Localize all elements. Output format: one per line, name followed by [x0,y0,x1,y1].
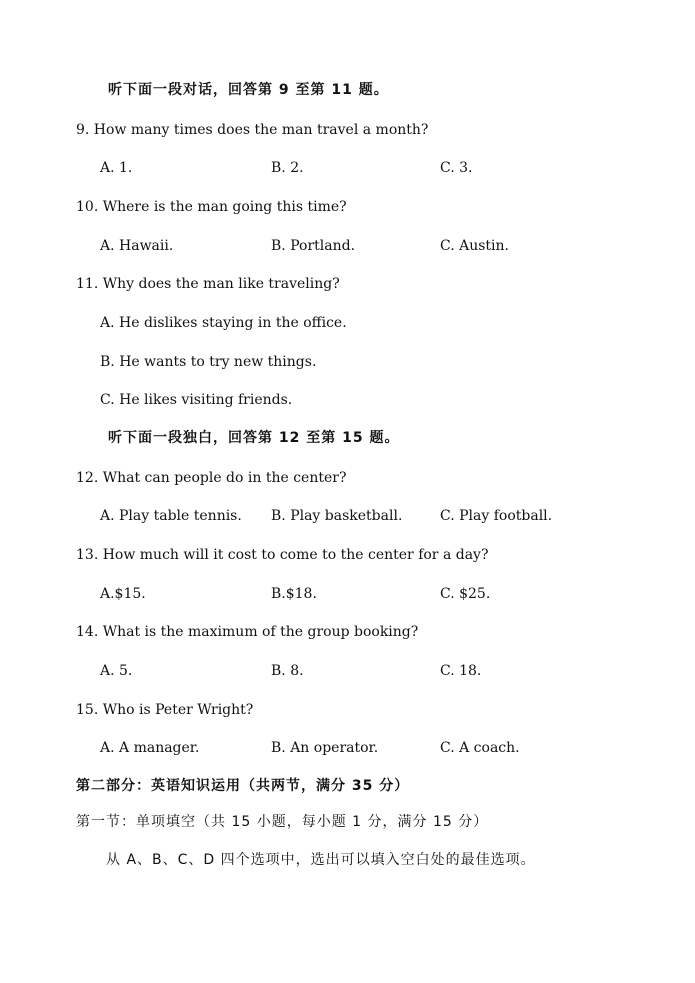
part-two-instruction: 从 A、B、C、D 四个选项中，选出可以填入空白处的最佳选项。 [106,852,536,868]
question-13-stem: 13. How much will it cost to come to the center for a day? [76,547,489,563]
question-15-option-b: B. An operator. [271,740,379,756]
question-11-option-c: C. He likes visiting friends. [100,392,293,408]
question-10-option-b: B. Portland. [271,238,356,254]
question-12-option-a: A. Play table tennis. [100,508,242,524]
listening-instruction-12-15: 听下面一段独白，回答第 12 至第 15 题。 [108,430,400,446]
question-12-option-c: C. Play football. [440,508,553,524]
question-10-option-a: A. Hawaii. [100,238,174,254]
question-9-option-b: B. 2. [271,160,304,176]
question-9-option-a: A. 1. [100,160,133,176]
part-two-section-one-title: 第一节：单项填空（共 15 小题，每小题 1 分，满分 15 分） [76,814,489,830]
question-15-stem: 15. Who is Peter Wright? [76,702,254,718]
question-13-option-b: B.$18. [271,586,317,602]
question-14-option-c: C. 18. [440,663,482,679]
question-9-stem: 9. How many times does the man travel a month? [76,122,429,138]
question-13-option-c: C. $25. [440,586,491,602]
question-11-option-a: A. He dislikes staying in the office. [100,315,347,331]
question-9-option-c: C. 3. [440,160,473,176]
question-13-option-a: A.$15. [100,586,146,602]
question-14-option-b: B. 8. [271,663,304,679]
question-15-option-c: C. A coach. [440,740,520,756]
question-12-option-b: B. Play basketball. [271,508,403,524]
listening-instruction-9-11: 听下面一段对话，回答第 9 至第 11 题。 [108,82,389,98]
question-10-stem: 10. Where is the man going this time? [76,199,347,215]
question-11-stem: 11. Why does the man like traveling? [76,276,340,292]
question-14-option-a: A. 5. [100,663,133,679]
question-11-option-b: B. He wants to try new things. [100,354,317,370]
question-12-stem: 12. What can people do in the center? [76,470,347,486]
question-14-stem: 14. What is the maximum of the group booking? [76,624,419,640]
question-15-option-a: A. A manager. [100,740,200,756]
part-two-title: 第二部分：英语知识运用（共两节，满分 35 分） [76,778,410,794]
question-10-option-c: C. Austin. [440,238,509,254]
